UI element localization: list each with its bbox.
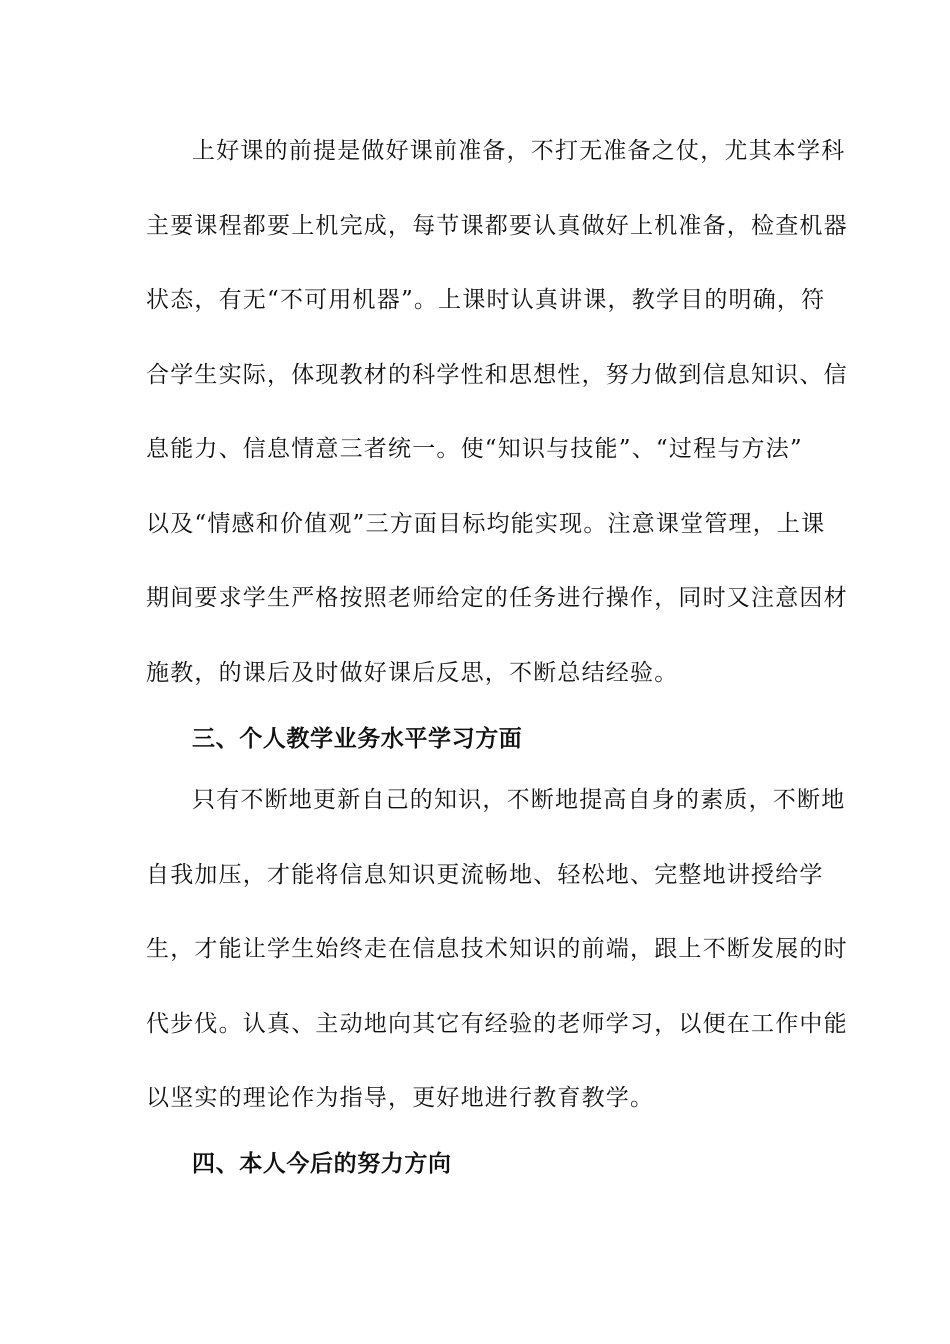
paragraph-line: 状态，有无“不可用机器”。上课时认真讲课，教学目的明确，符 [146, 287, 826, 313]
paragraph-line: 以坚实的理论作为指导，更好地进行教育教学。 [146, 1085, 655, 1111]
paragraph-line: 施教，的课后及时做好课后反思，不断总结经验。 [146, 660, 679, 686]
paragraph-line: 只有不断地更新自己的知识，不断地提高自身的素质，不断地 [192, 787, 846, 813]
paragraph-line: 生，才能让学生始终走在信息技术知识的前端，跟上不断发展的时 [146, 936, 848, 962]
paragraph-line: 以及“情感和价值观”三方面目标均能实现。注意课堂管理，上课 [146, 511, 826, 537]
paragraph-line: 息能力、信息情意三者统一。使“知识与技能”、“过程与方法” [146, 436, 803, 462]
paragraph-line: 期间要求学生严格按照老师给定的任务进行操作，同时又注意因材 [146, 585, 848, 611]
paragraph-line: 主要课程都要上机完成，每节课都要认真做好上机准备，检查机器 [146, 213, 848, 239]
paragraph-line: 代步伐。认真、主动地向其它有经验的老师学习，以便在工作中能 [146, 1011, 848, 1037]
section-heading: 四、本人今后的努力方向 [192, 1151, 452, 1177]
section-heading: 三、个人教学业务水平学习方面 [192, 726, 523, 752]
paragraph-line: 自我加压，才能将信息知识更流畅地、轻松地、完整地讲授给学 [146, 862, 824, 888]
paragraph-line: 上好课的前提是做好课前准备，不打无准备之仗，尤其本学科 [192, 138, 846, 164]
paragraph-line: 合学生实际，体现教材的科学性和思想性，努力做到信息知识、信 [146, 362, 848, 388]
